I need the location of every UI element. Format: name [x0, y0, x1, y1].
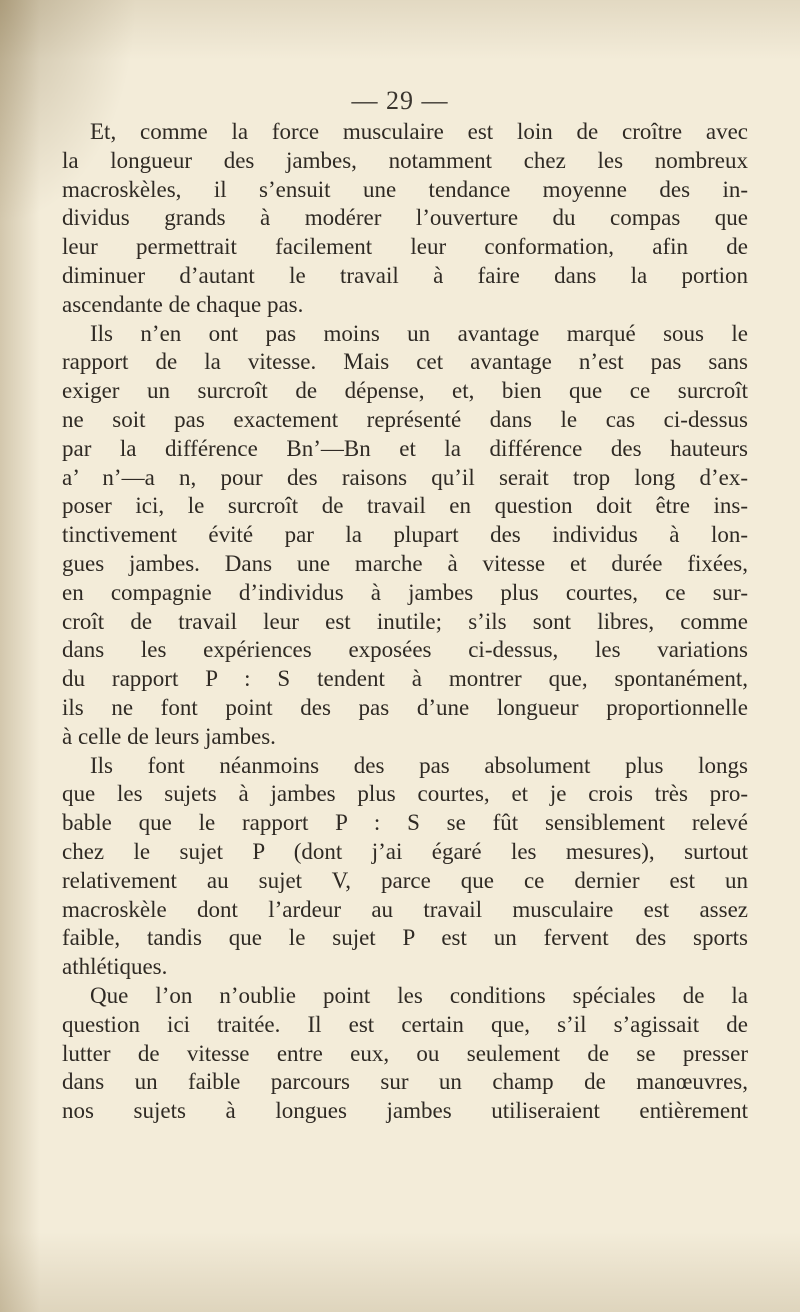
text-line: Que l’on n’oublie point les conditions spéciales de la — [90, 982, 748, 1008]
text-line: Ils font néanmoins des pas absolument plus longs — [90, 752, 748, 778]
text-line: macroskèles, il s’ensuit une tendance moyenne des in- — [62, 176, 748, 202]
text-line: a’ n’—a n, pour des raisons qu’il serait trop long d’ex- — [62, 464, 748, 490]
text-line: macroskèle dont l’ardeur au travail musculaire est assez — [62, 896, 748, 922]
page-number: — 29 — — [351, 86, 449, 115]
text-line: ils ne font point des pas d’une longueur proportionnelle — [62, 694, 748, 720]
text-line: dans les expériences exposées ci-dessus, les variations — [62, 637, 748, 663]
text-line: exiger un surcroît de dépense, et, bien que ce surcroît — [62, 378, 748, 404]
text-line: bable que le rapport P : S se fût sensiblement relevé — [62, 810, 748, 836]
body-text — [62, 118, 748, 1126]
text-line: la longueur des jambes, notamment chez les nombreux — [62, 147, 748, 173]
text-line: à celle de leurs jambes. — [62, 723, 276, 749]
text-line: dividus grands à modérer l’ouverture du compas que — [62, 205, 748, 231]
text-line: chez le sujet P (dont j’ai égaré les mesures), surtout — [62, 838, 748, 864]
text-line: nos sujets à longues jambes utiliseraient entièrement — [62, 1098, 748, 1124]
text-line: Ils n’en ont pas moins un avantage marqué sous le — [90, 320, 748, 346]
text-line: relativement au sujet V, parce que ce dernier est un — [62, 867, 748, 893]
text-line: croît de travail leur est inutile; s’ils sont libres, comme — [62, 608, 748, 634]
text-line: du rapport P : S tendent à montrer que, spontanément, — [62, 666, 748, 692]
text-line: en compagnie d’individus à jambes plus courtes, ce sur- — [62, 579, 748, 605]
text-line: dans un faible parcours sur un champ de manœuvres, — [62, 1069, 748, 1095]
text-line: ne soit pas exactement représenté dans le cas ci-dessus — [62, 406, 748, 432]
text-line: poser ici, le surcroît de travail en question doit être ins- — [62, 493, 748, 519]
text-line: faible, tandis que le sujet P est un fervent des sports — [62, 925, 748, 951]
text-line: Et, comme la force musculaire est loin de croître avec — [90, 119, 748, 144]
text-line: rapport de la vitesse. Mais cet avantage n’est pas sans — [62, 349, 748, 375]
text-line: lutter de vitesse entre eux, ou seulement de se presser — [62, 1040, 748, 1066]
text-line: par la différence Bn’—Bn et la différence des hauteurs — [62, 435, 748, 461]
text-line: question ici traitée. Il est certain que, s’il s’agissait de — [62, 1011, 748, 1037]
text-line: athlétiques. — [62, 954, 168, 980]
text-line: gues jambes. Dans une marche à vitesse et durée fixées, — [62, 550, 748, 576]
text-line: diminuer d’autant le travail à faire dans la portion — [62, 262, 748, 288]
text-line: leur permettrait facilement leur conformation, afin de — [62, 234, 748, 260]
text-line: ascendante de chaque pas. — [62, 291, 304, 317]
text-line: que les sujets à jambes plus courtes, et je crois très pro- — [62, 781, 748, 807]
text-line: tinctivement évité par la plupart des individus à lon- — [62, 522, 748, 548]
